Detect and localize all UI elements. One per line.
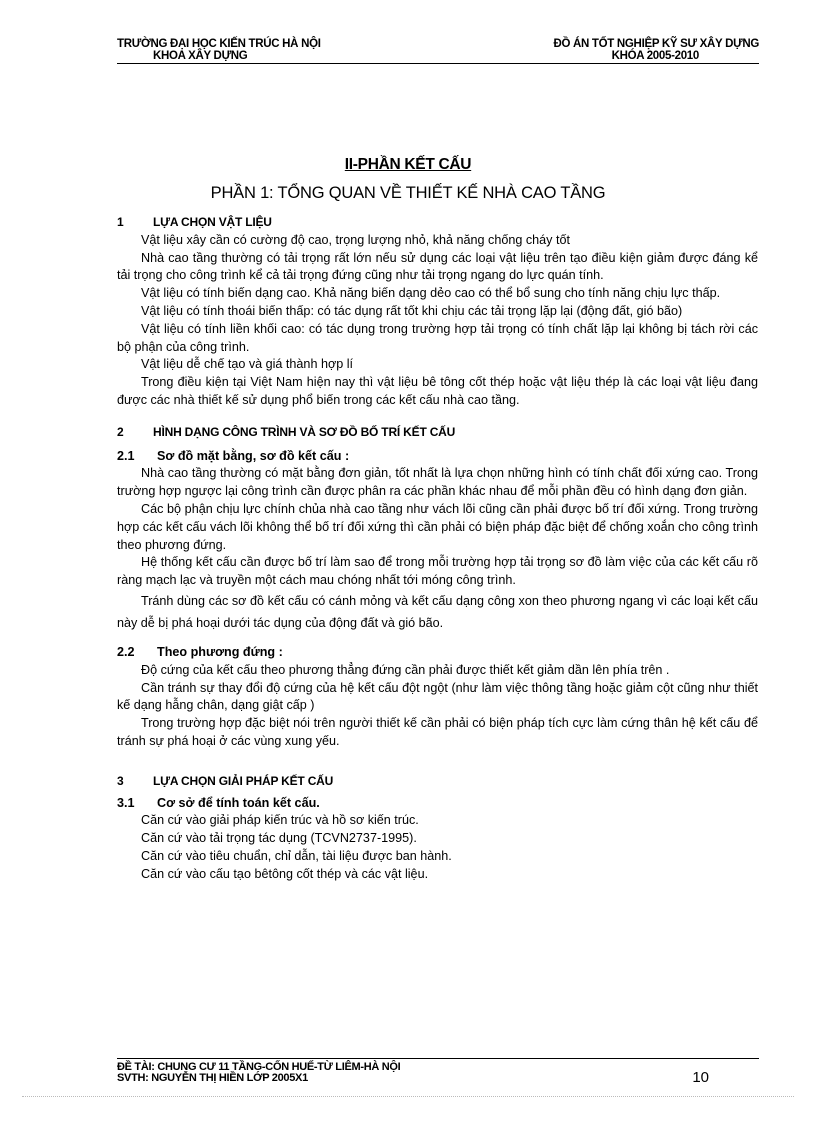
- page-header: [117, 38, 759, 68]
- paragraph: Vật liệu có tính thoái biến thấp: có tác dụng rất tốt khi chịu các tải trọng lặp lại (động đất, gió bão): [141, 303, 683, 318]
- paragraph: Cần tránh sự thay đổi độ cứng của hệ kết cấu đột ngột (như làm việc thông tầng hoặc giảm cột cũng như thiết kế dạng hẫng chân, dạng giật cấp ): [117, 680, 758, 713]
- paragraph: Căn cứ vào tải trọng tác dụng (TCVN2737-1995).: [141, 831, 417, 846]
- subsection-heading: 3.1 Cơ sở để tính toán kết cấu.: [117, 795, 320, 810]
- paragraph: Căn cứ vào giải pháp kiến trúc và hồ sơ kiến trúc.: [141, 813, 419, 828]
- section-heading: 1 LỰA CHỌN VẬT LIỆU: [117, 215, 272, 229]
- subsection-heading: 2.2 Theo phương đứng :: [117, 644, 283, 659]
- paragraph: Vật liệu xây cần có cường độ cao, trọng lượng nhỏ, khả năng chống cháy tốt: [141, 232, 570, 247]
- part-title: II-PHẦN KẾT CẤU: [344, 156, 472, 173]
- page-footer: [117, 1058, 759, 1092]
- chapter-title: PHẦN 1: TỔNG QUAN VỀ THIẾT KẾ NHÀ CAO TẦNG: [210, 184, 606, 202]
- header-project: ĐỒ ÁN TỐT NGHIỆP KỸ SƯ XÂY DỰNG: [553, 38, 759, 50]
- paragraph: Vật liệu có tính biến dạng cao. Khả năng biến dạng dẻo cao có thể bổ sung cho tính năng chịu lực thấp.: [141, 286, 721, 301]
- section-heading: 3 LỰA CHỌN GIẢI PHÁP KẾT CẤU: [117, 773, 334, 788]
- paragraph: Hệ thống kết cấu cần được bố trí làm sao để trong mỗi trường hợp tải trọng sơ đồ làm việc của các kết cấu rõ ràng mạch lạc và truyền một cách mau chóng nhất tới móng công trình.: [117, 555, 758, 588]
- footer-student: SVTH: NGUYỄN THỊ HIỀN LỚP 2005X1: [117, 1072, 308, 1084]
- header-faculty: KHOA XÂY DỰNG: [153, 50, 248, 62]
- paragraph: Nhà cao tầng thường có mặt bằng đơn giản, tốt nhất là lựa chọn những hình có tính chất đối xứng cao. Trong trường hợp ngược lại công trình cần được phân ra các phần khác nhau để mỗi phần đều có hình dạng đơn giản.: [117, 466, 758, 499]
- footer-topic: ĐỀ TÀI: CHUNG CƯ 11 TẦNG-CỐN HUẾ-TỪ LIÊM-HÀ NỘI: [117, 1061, 401, 1073]
- paragraph: Các bộ phận chịu lực chính chủa nhà cao tầng như vách lõi cũng cần phải được bố trí đối xứng. Trong trường hợp các kết cấu vách lõi không thể bố trí đối xứng thì cần phải có biện pháp đặc biệt để chống xoắn cho công trình theo phương đứng.: [117, 501, 758, 552]
- subsection-heading: 2.1 Sơ đồ mặt bằng, sơ đồ kết cấu :: [117, 448, 350, 463]
- paragraph: Trong trường hợp đặc biệt nói trên người thiết kế cần phải có biện pháp tích cực làm cứng thân hệ kết cấu để tránh sự phá hoại ở các vùng xung yếu.: [117, 716, 758, 748]
- paragraph: Trong điều kiện tại Việt Nam hiện nay thì vật liệu bê tông cốt thép hoặc vật liệu thép là các loại vật liệu đang được các nhà thiết kế sử dụng phổ biến trong các kết cấu nhà cao tầng.: [117, 375, 758, 407]
- page-number: 10: [692, 1069, 709, 1086]
- paragraph: Căn cứ vào tiêu chuẩn, chỉ dẫn, tài liệu được ban hành.: [141, 848, 452, 863]
- paragraph: Vật liệu có tính liền khối cao: có tác dụng trong trường hợp tải trọng có tính chất lặp lại không bị tách rời các bộ phận của công trình.: [117, 321, 758, 354]
- header-rule: [117, 63, 759, 64]
- footer-rule: [117, 1058, 759, 1059]
- document-body: [117, 214, 758, 884]
- page-edge: [22, 1096, 794, 1097]
- header-university: TRƯỜNG ĐẠI HỌC KIẾN TRÚC HÀ NỘI: [117, 38, 321, 50]
- paragraph: Căn cứ vào cấu tạo bêtông cốt thép và các vật liệu.: [141, 866, 429, 881]
- paragraph: Độ cứng của kết cấu theo phương thẳng đứng cần phải được thiết kết giảm dần lên phía trên .: [141, 662, 670, 677]
- paragraph: Vật liệu dễ chế tạo và giá thành hợp lí: [141, 357, 354, 372]
- paragraph: Tránh dùng các sơ đồ kết cấu có cánh mỏng và kết cấu dạng công xon theo phương ngang vì các loại kết cấu này dễ bị phá hoại dưới tác dụng của động đất và gió bão.: [117, 593, 758, 630]
- header-course: KHÓA 2005-2010: [611, 50, 699, 62]
- section-heading: 2 HÌNH DẠNG CÔNG TRÌNH VÀ SƠ ĐỒ BỐ TRÍ KẾT CẤU: [117, 424, 456, 439]
- paragraph: Nhà cao tầng thường có tải trọng rất lớn nếu sử dụng các loại vật liệu trên tạo điều kiện giảm được đáng kể tải trọng cho công trình kể cả tải trọng đứng cũng như tải trọng ngang do lực quán tính.: [117, 250, 758, 283]
